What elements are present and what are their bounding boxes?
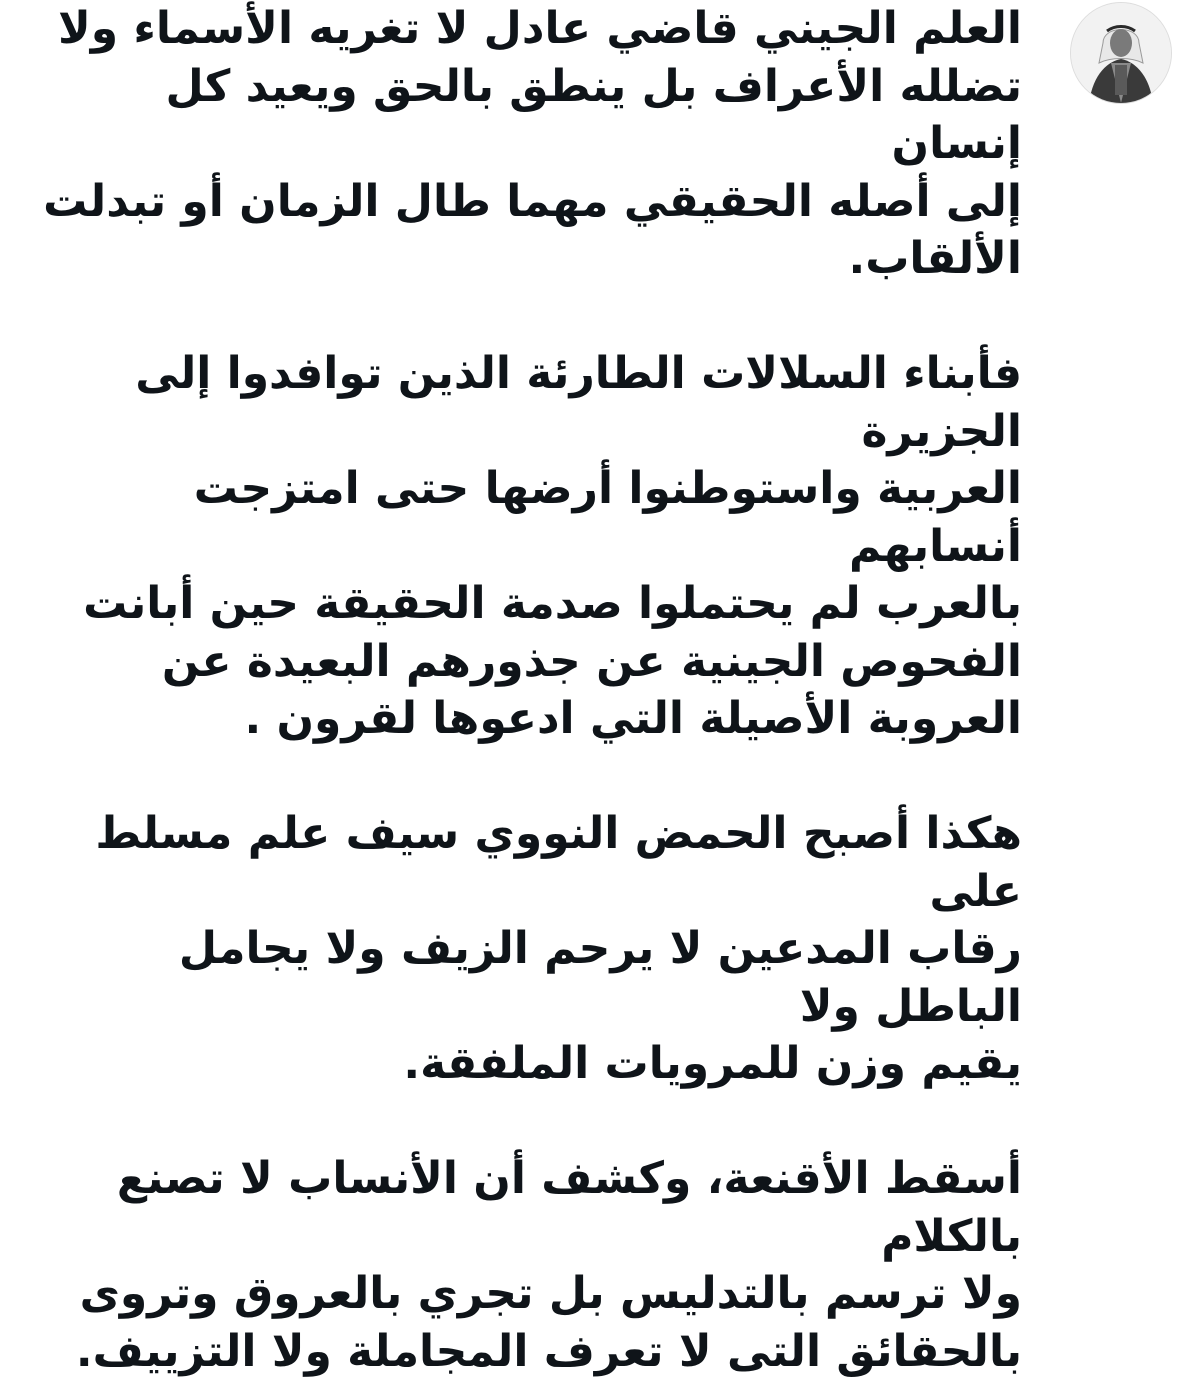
post-text xyxy=(32,0,1022,1380)
post-paragraph-2: فأبناء السلالات الطارئة الذين توافدوا إلى الجزيرة العربية واستوطنوا أرضها حتى امتزجت أنسابهم بالعرب لم يحتملوا صدمة الحقيقة حين أبانت الفحوص الجينية عن جذورهم البعيدة عن العروبة الأصيلة التي ادعوها لقرون . xyxy=(83,348,1022,744)
post-paragraph-3: هكذا أصبح الحمض النووي سيف علم مسلط على رقاب المدعين لا يرحم الزيف ولا يجامل الباطل ولا يقيم وزن للمرويات الملفقة. xyxy=(95,808,1022,1089)
post-paragraph-4: أسقط الأقنعة، وكشف أن الأنساب لا تصنع بالكلام ولا ترسم بالتدليس بل تجري بالعروق وتروى بالحقائق التى لا تعرف المجاملة ولا التزييف. xyxy=(75,1153,1022,1377)
avatar[interactable] xyxy=(1070,2,1172,104)
post-paragraph-1: العلم الجيني قاضي عادل لا تغريه الأسماء ولا تضلله الأعراف بل ينطق بالحق ويعيد كل إنسان إلى أصله الحقيقي مهما طال الزمان أو تبدلت الألقاب. xyxy=(43,3,1022,284)
profile-photo-icon xyxy=(1071,3,1171,103)
